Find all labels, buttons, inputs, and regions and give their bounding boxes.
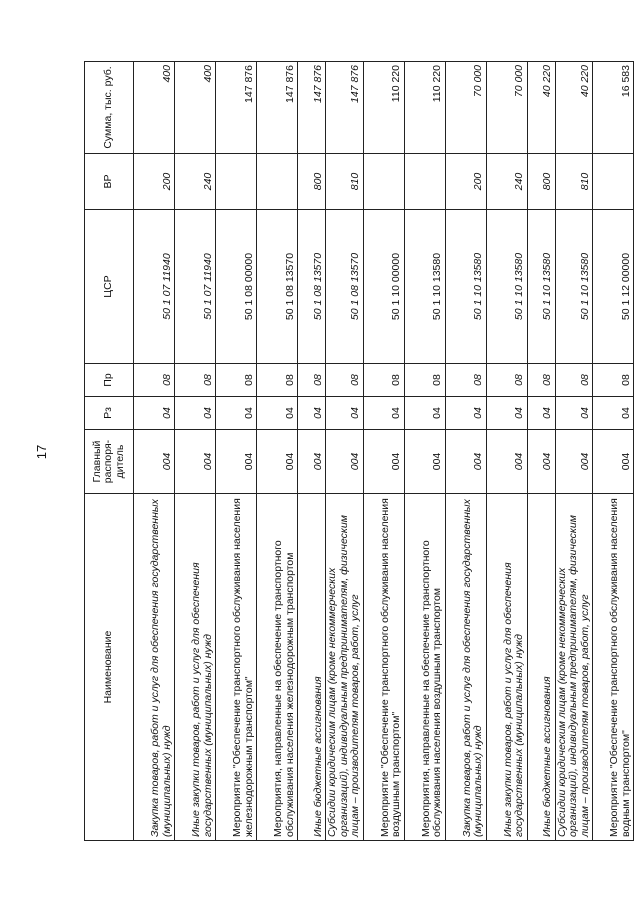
table-row bbox=[175, 62, 216, 841]
row-vr bbox=[257, 154, 298, 210]
row-sum: 110 220 bbox=[404, 62, 445, 154]
row-admin: 004 bbox=[134, 430, 175, 494]
row-rz: 04 bbox=[216, 397, 257, 430]
header-pr: Пр bbox=[85, 364, 134, 397]
row-sum: 16 583 bbox=[593, 62, 634, 154]
header-rz: Рз bbox=[85, 397, 134, 430]
row-sum: 147 876 bbox=[326, 62, 364, 154]
row-sum: 40 220 bbox=[555, 62, 593, 154]
row-csr: 50 1 10 13580 bbox=[445, 210, 486, 364]
row-vr bbox=[593, 154, 634, 210]
row-pr: 08 bbox=[298, 364, 326, 397]
row-rz: 04 bbox=[363, 397, 404, 430]
table-row bbox=[298, 62, 326, 841]
row-csr: 50 1 08 00000 bbox=[216, 210, 257, 364]
table-row bbox=[216, 62, 257, 841]
row-name: Иные бюджетные ассигнования bbox=[298, 494, 326, 841]
row-admin: 004 bbox=[404, 430, 445, 494]
header-vr: ВР bbox=[85, 154, 134, 210]
row-rz: 04 bbox=[486, 397, 527, 430]
header-admin: Главный распоря-дитель bbox=[85, 430, 134, 494]
row-admin: 004 bbox=[175, 430, 216, 494]
row-pr: 08 bbox=[175, 364, 216, 397]
row-rz: 04 bbox=[175, 397, 216, 430]
row-csr: 50 1 10 13580 bbox=[486, 210, 527, 364]
row-rz: 04 bbox=[326, 397, 364, 430]
row-vr: 800 bbox=[298, 154, 326, 210]
table-row bbox=[445, 62, 486, 841]
row-name: Мероприятие "Обеспечение транспортного обслуживания населения водным транспортом" bbox=[593, 494, 634, 841]
row-sum: 147 876 bbox=[257, 62, 298, 154]
row-sum: 147 876 bbox=[298, 62, 326, 154]
row-sum: 70 000 bbox=[486, 62, 527, 154]
budget-table bbox=[84, 61, 634, 841]
row-pr: 08 bbox=[486, 364, 527, 397]
row-pr: 08 bbox=[216, 364, 257, 397]
row-csr: 50 1 12 00000 bbox=[593, 210, 634, 364]
row-pr: 08 bbox=[555, 364, 593, 397]
row-sum: 400 bbox=[175, 62, 216, 154]
row-rz: 04 bbox=[445, 397, 486, 430]
table-row bbox=[326, 62, 364, 841]
row-rz: 04 bbox=[555, 397, 593, 430]
row-admin: 004 bbox=[216, 430, 257, 494]
row-name: Иные бюджетные ассигнования bbox=[527, 494, 555, 841]
table-header-row bbox=[85, 62, 134, 841]
row-rz: 04 bbox=[298, 397, 326, 430]
row-vr: 810 bbox=[326, 154, 364, 210]
row-name: Мероприятия, направленные на обеспечение транспортного обслуживания населения железнодорожным транспортом bbox=[257, 494, 298, 841]
row-vr bbox=[216, 154, 257, 210]
row-name: Мероприятие "Обеспечение транспортного обслуживания населения воздушным транспортом" bbox=[363, 494, 404, 841]
row-sum: 147 876 bbox=[216, 62, 257, 154]
row-admin: 004 bbox=[445, 430, 486, 494]
row-pr: 08 bbox=[257, 364, 298, 397]
row-sum: 400 bbox=[134, 62, 175, 154]
row-rz: 04 bbox=[593, 397, 634, 430]
row-vr bbox=[404, 154, 445, 210]
row-vr: 800 bbox=[527, 154, 555, 210]
row-name: Субсидии юридическим лицам (кроме некоммерческих организаций), индивидуальным предпринимателям, физическим лицам – производителям товаров, работ, услуг bbox=[555, 494, 593, 841]
row-admin: 004 bbox=[298, 430, 326, 494]
row-admin: 004 bbox=[326, 430, 364, 494]
row-admin: 004 bbox=[257, 430, 298, 494]
table-row bbox=[555, 62, 593, 841]
row-pr: 08 bbox=[134, 364, 175, 397]
row-pr: 08 bbox=[593, 364, 634, 397]
row-name: Иные закупки товаров, работ и услуг для обеспечения государственных (муниципальных) нужд bbox=[486, 494, 527, 841]
table-row bbox=[527, 62, 555, 841]
row-csr: 50 1 08 13570 bbox=[257, 210, 298, 364]
table-row bbox=[593, 62, 634, 841]
row-vr bbox=[363, 154, 404, 210]
row-sum: 70 000 bbox=[445, 62, 486, 154]
row-csr: 50 1 07 11940 bbox=[134, 210, 175, 364]
row-name: Закупка товаров, работ и услуг для обеспечения государственных (муниципальных) нужд bbox=[445, 494, 486, 841]
row-name: Закупка товаров, работ и услуг для обеспечения государственных (муниципальных) нужд bbox=[134, 494, 175, 841]
header-sum: Сумма, тыс. руб. bbox=[85, 62, 134, 154]
row-csr: 50 1 10 00000 bbox=[363, 210, 404, 364]
row-vr: 810 bbox=[555, 154, 593, 210]
row-csr: 50 1 08 13570 bbox=[326, 210, 364, 364]
row-sum: 40 220 bbox=[527, 62, 555, 154]
row-rz: 04 bbox=[527, 397, 555, 430]
row-rz: 04 bbox=[404, 397, 445, 430]
row-name: Мероприятия, направленные на обеспечение транспортного обслуживания населения воздушным транспортом bbox=[404, 494, 445, 841]
row-name: Субсидии юридическим лицам (кроме некоммерческих организаций), индивидуальным предпринимателям, физическим лицам – производителям товаров, работ, услуг bbox=[326, 494, 364, 841]
row-csr: 50 1 10 13580 bbox=[404, 210, 445, 364]
row-csr: 50 1 08 13570 bbox=[298, 210, 326, 364]
rotated-table-container bbox=[84, 62, 632, 841]
row-rz: 04 bbox=[257, 397, 298, 430]
page-number: 17 bbox=[34, 444, 49, 460]
row-pr: 08 bbox=[445, 364, 486, 397]
table-row bbox=[363, 62, 404, 841]
row-sum: 110 220 bbox=[363, 62, 404, 154]
row-pr: 08 bbox=[527, 364, 555, 397]
row-admin: 004 bbox=[363, 430, 404, 494]
row-rz: 04 bbox=[134, 397, 175, 430]
table-row bbox=[404, 62, 445, 841]
table-row bbox=[134, 62, 175, 841]
header-name: Наименование bbox=[85, 494, 134, 841]
row-csr: 50 1 10 13580 bbox=[555, 210, 593, 364]
row-pr: 08 bbox=[404, 364, 445, 397]
header-csr: ЦСР bbox=[85, 210, 134, 364]
row-admin: 004 bbox=[593, 430, 634, 494]
row-vr: 200 bbox=[445, 154, 486, 210]
row-vr: 200 bbox=[134, 154, 175, 210]
row-admin: 004 bbox=[486, 430, 527, 494]
table-row bbox=[486, 62, 527, 841]
row-admin: 004 bbox=[527, 430, 555, 494]
row-pr: 08 bbox=[363, 364, 404, 397]
row-vr: 240 bbox=[486, 154, 527, 210]
row-admin: 004 bbox=[555, 430, 593, 494]
row-name: Иные закупки товаров, работ и услуг для обеспечения государственных (муниципальных) нужд bbox=[175, 494, 216, 841]
row-csr: 50 1 10 13580 bbox=[527, 210, 555, 364]
row-name: Мероприятие "Обеспечение транспортного обслуживания населения железнодорожным транспортом" bbox=[216, 494, 257, 841]
row-vr: 240 bbox=[175, 154, 216, 210]
row-csr: 50 1 07 11940 bbox=[175, 210, 216, 364]
row-pr: 08 bbox=[326, 364, 364, 397]
table-row bbox=[257, 62, 298, 841]
